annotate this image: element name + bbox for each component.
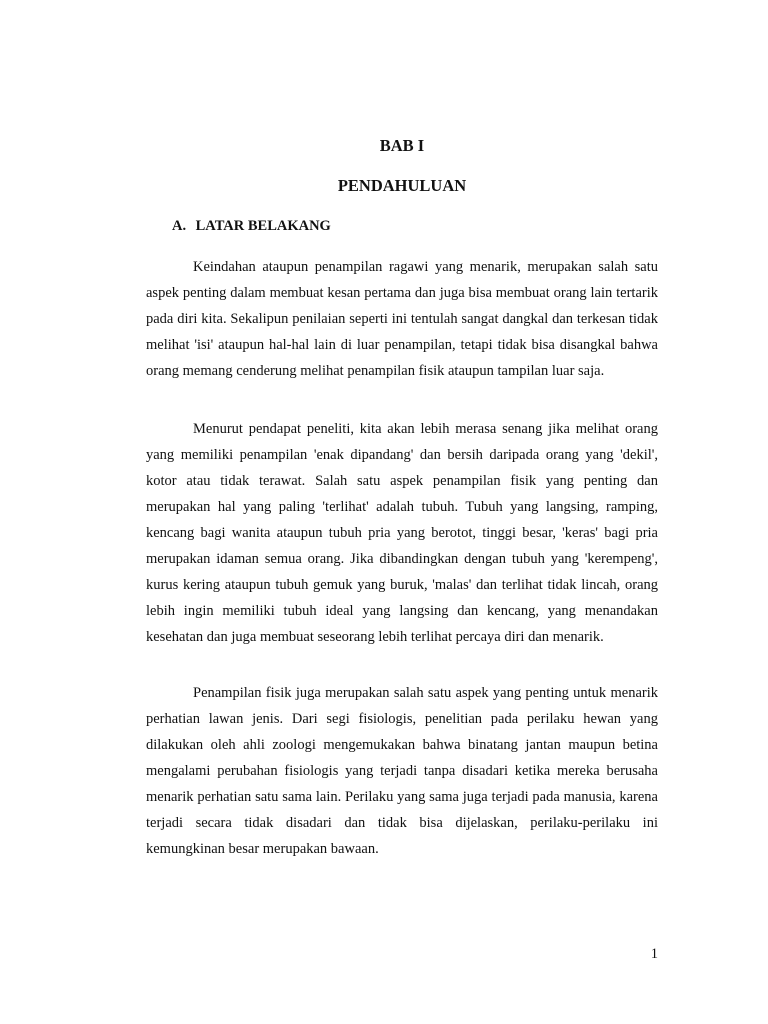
section-marker: A. [172,218,187,234]
section-heading [172,218,331,235]
section-title: LATAR BELAKANG [195,218,331,234]
chapter-number: BAB I [379,136,425,155]
paragraph-1: Keindahan ataupun penampilan ragawi yang menarik, merupakan salah satu aspek penting dalam membuat kesan pertama dan juga bisa membuat orang lain tertarik pada diri kita. Sekalipun penilaian seperti ini tentulah sangat dangkal dan terkesan tidak melihat 'isi' ataupun hal-hal lain di luar penampilan, tetapi tidak bisa disangkal bahwa orang memang cenderung melihat penampilan fisik ataupun tampilan luar saja. [146,259,658,379]
paragraph-2: Menurut pendapat peneliti, kita akan lebih merasa senang jika melihat orang yang memiliki penampilan 'enak dipandang' dan bersih daripada orang yang 'dekil', kotor atau tidak terawat. Salah satu aspek penampilan fisik yang penting dan merupakan hal yang paling 'terlihat' adalah tubuh. Tubuh yang langsing, ramping, kencang bagi wanita ataupun tubuh pria yang berotot, tinggi besar, 'keras' bagi pria merupakan idaman semua orang. Jika dibandingkan dengan tubuh yang 'kerempeng', kurus kering ataupun tubuh gemuk yang buruk, 'malas' dan terlihat tidak lincah, orang lebih ingin memiliki tubuh ideal yang langsing dan kencang, yang menandakan kesehatan dan juga membuat seseorang lebih terlihat percaya diri dan menarik. [146,421,658,645]
paragraph-3: Penampilan fisik juga merupakan salah satu aspek yang penting untuk menarik perhatian lawan jenis. Dari segi fisiologis, penelitian pada perilaku hewan yang dilakukan oleh ahli zoologi mengemukakan bahwa binatang jantan maupun betina mengalami perubahan fisiologis yang terjadi tanpa disadari ketika mereka berusaha menarik perhatian satu sama lain. Perilaku yang sama juga terjadi pada manusia, karena terjadi secara tidak disadari dan tidak bisa dijelaskan, perilaku-perilaku ini kemungkinan besar merupakan bawaan. [146,685,658,857]
page-number: 1 [650,946,658,962]
chapter-title: PENDAHULUAN [337,176,467,195]
